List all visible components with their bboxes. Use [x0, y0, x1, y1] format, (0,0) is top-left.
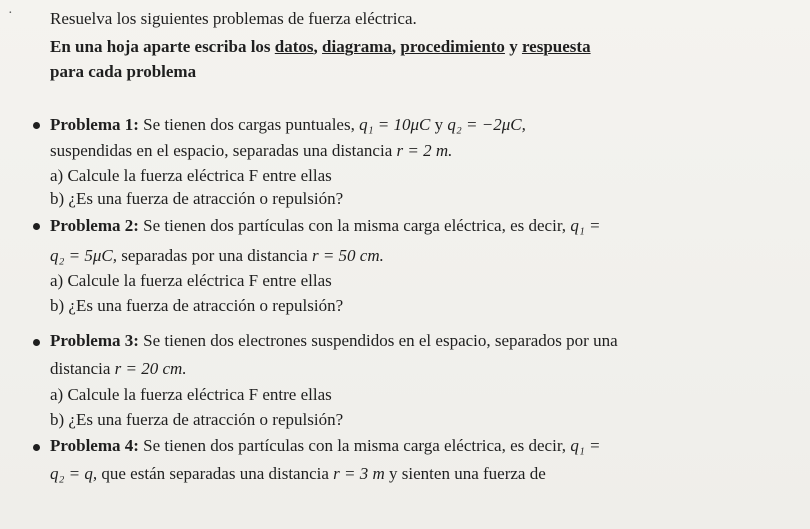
distance-r: r = 20 cm.	[114, 359, 187, 378]
problem-3-part-a: a) Calcule la fuerza eléctrica F entre ellas	[50, 385, 332, 404]
problem-3-statement-2: distancia r = 20 cm.	[50, 359, 187, 378]
keyword-datos: datos	[274, 37, 314, 56]
problem-4-statement: Problema 4: Se tienen dos partículas con la misma carga eléctrica, es decir, q₁ =	[50, 436, 601, 455]
problem-1-part-a: a) Calcule la fuerza eléctrica F entre ellas	[50, 166, 332, 185]
keyword-respuesta: respuesta	[521, 37, 591, 56]
scan-mark: ·	[8, 6, 13, 21]
problem-2-statement-2: q₂ = 5μC, separadas por una distancia r = 50 cm.	[50, 246, 384, 265]
instructions-line: Resuelva los siguientes problemas de fuerza eléctrica.	[50, 9, 417, 28]
instructions-bold-line: En una hoja aparte escriba los datos, diagrama, procedimiento y respuesta	[50, 37, 591, 56]
problem-3-part-b: b) ¿Es una fuerza de atracción o repulsión?	[50, 410, 344, 429]
charge-q2: q₂ = q,	[50, 464, 98, 483]
distance-r: r = 50 cm.	[311, 246, 384, 265]
problem-4-title: Problema 4:	[50, 436, 139, 455]
charge-q1: q₁ =	[570, 436, 601, 455]
problem-3-title: Problema 3:	[50, 331, 139, 350]
problem-4-statement-2: q₂ = q, que están separadas una distancia r = 3 m y sienten una fuerza de	[50, 464, 546, 483]
charge-q1: q₁ =	[570, 216, 601, 235]
problem-1-part-b: b) ¿Es una fuerza de atracción o repulsión?	[50, 189, 344, 208]
distance-r: r = 3 m	[333, 464, 385, 483]
problem-2-statement: Problema 2: Se tienen dos partículas con la misma carga eléctrica, es decir, q₁ =	[50, 216, 601, 235]
bullet-icon	[33, 122, 40, 129]
problem-1-statement-2: suspendidas en el espacio, separadas una distancia r = 2 m.	[50, 141, 453, 160]
problem-2-part-b: b) ¿Es una fuerza de atracción o repulsión?	[50, 296, 344, 315]
problem-3-statement: Problema 3: Se tienen dos electrones suspendidos en el espacio, separados por una	[50, 331, 618, 350]
instructions-bold-line-2: para cada problema	[50, 62, 197, 81]
keyword-procedimiento: procedimiento	[400, 37, 505, 56]
problem-1-title: Problema 1:	[50, 115, 139, 134]
problem-2-title: Problema 2:	[50, 216, 139, 235]
bullet-icon	[33, 223, 40, 230]
bullet-icon	[33, 444, 40, 451]
charge-q2: q₂ = 5μC,	[50, 246, 118, 265]
distance-r: r = 2 m.	[396, 141, 453, 160]
charge-q1: q₁ = 10μC	[359, 115, 431, 134]
bullet-icon	[33, 339, 40, 346]
problem-1-statement: Problema 1: Se tienen dos cargas puntuales, q₁ = 10μC y q₂ = −2μC,	[50, 115, 526, 134]
keyword-diagrama: diagrama	[322, 37, 392, 56]
problem-2-part-a: a) Calcule la fuerza eléctrica F entre ellas	[50, 271, 332, 290]
charge-q2: q₂ = −2μC,	[447, 115, 526, 134]
